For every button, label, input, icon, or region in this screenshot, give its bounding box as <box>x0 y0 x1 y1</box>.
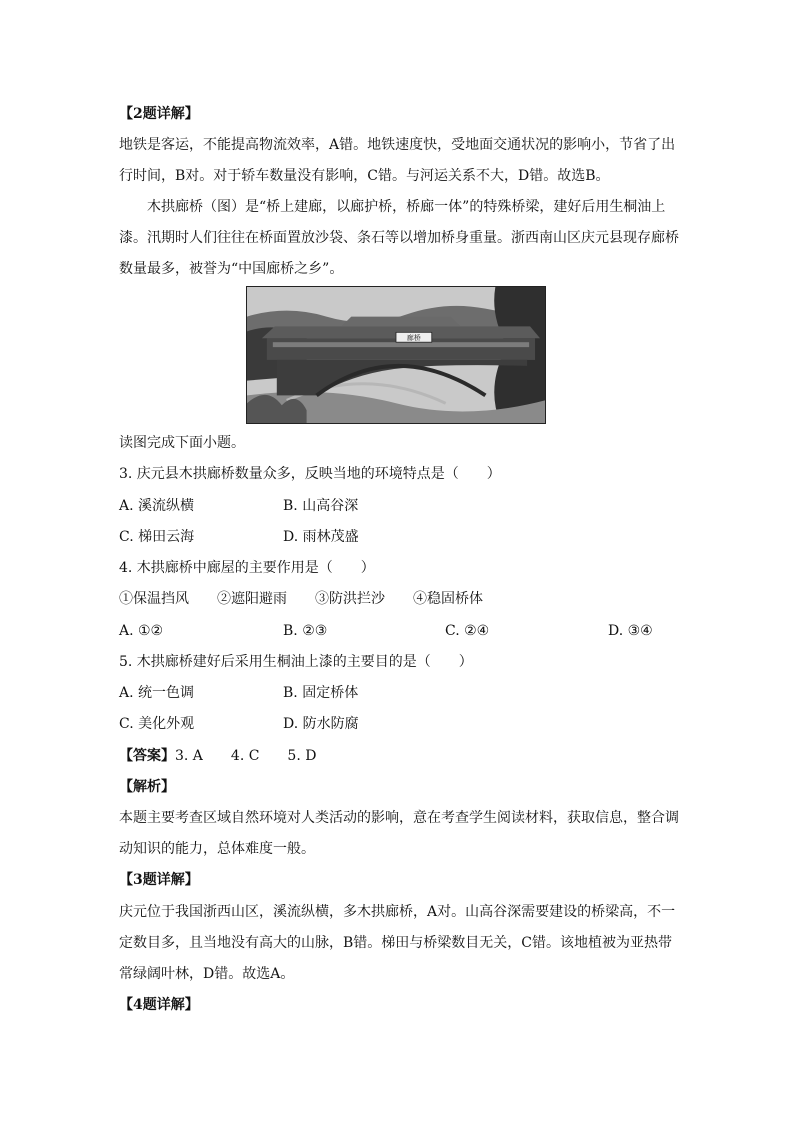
material-line-3: 数量最多，被誉为“中国廊桥之乡”。 <box>119 261 344 277</box>
q4-item-2: ②遮阳避雨 <box>217 591 287 607</box>
q3-option-a: A. 溪流纵横 <box>119 498 195 514</box>
analysis-header: 【解析】 <box>119 779 175 795</box>
read-prompt: 读图完成下面小题。 <box>119 435 245 451</box>
q5-option-b: B. 固定桥体 <box>283 685 359 701</box>
q4-detail-header: 【4题详解】 <box>119 997 199 1013</box>
analysis-line-1: 本题主要考查区域自然环境对人类活动的影响，意在考查学生阅读材料，获取信息，整合调 <box>119 810 679 826</box>
bridge-photo-illustration <box>247 287 545 423</box>
q2-detail-line-2: 行时间，B对。对于轿车数量没有影响，C错。与河运关系不大，D错。故选B。 <box>119 168 610 184</box>
q5-option-a: A. 统一色调 <box>119 685 195 701</box>
q3-detail-line-3: 常绿阔叶林，D错。故选A。 <box>119 966 295 982</box>
q2-detail-header: 【2题详解】 <box>119 106 199 122</box>
q4-option-a: A. ①② <box>119 623 164 639</box>
answer-label: 【答案】 <box>119 748 175 764</box>
material-line-2: 漆。汛期时人们往往在桥面置放沙袋、条石等以增加桥身重量。浙西南山区庆元县现存廊桥 <box>119 230 679 246</box>
q3-detail-line-2: 定数目多，且当地没有高大的山脉，B错。梯田与桥梁数目无关，C错。该地植被为亚热带 <box>119 935 672 951</box>
q4-item-4: ④稳固桥体 <box>413 591 483 607</box>
answer-line <box>119 746 316 766</box>
q4-item-1: ①保温挡风 <box>119 591 189 607</box>
q3-option-c: C. 梯田云海 <box>119 529 195 545</box>
answer-values: 3. A 4. C 5. D <box>175 748 317 764</box>
q5-option-d: D. 防水防腐 <box>283 716 359 732</box>
q4-option-b: B. ②③ <box>283 623 328 639</box>
q3-option-b: B. 山高谷深 <box>283 498 359 514</box>
analysis-line-2: 动知识的能力，总体难度一般。 <box>119 841 315 857</box>
q4-option-c: C. ②④ <box>445 623 490 639</box>
q3-detail-header: 【3题详解】 <box>119 872 199 888</box>
q5-stem: 5. 木拱廊桥建好后采用生桐油上漆的主要目的是（ ） <box>119 654 473 670</box>
q3-detail-line-1: 庆元位于我国浙西山区，溪流纵横，多木拱廊桥，A对。山高谷深需要建设的桥梁高，不一 <box>119 904 676 920</box>
q5-option-c: C. 美化外观 <box>119 716 195 732</box>
q3-stem: 3. 庆元县木拱廊桥数量众多，反映当地的环境特点是（ ） <box>119 466 501 482</box>
material-line-1: 木拱廊桥（图）是“桥上建廊，以廊护桥，桥廊一体”的特殊桥梁，建好后用生桐油上 <box>147 199 666 215</box>
q4-stem: 4. 木拱廊桥中廊屋的主要作用是（ ） <box>119 560 375 576</box>
bridge-sign-text: 廊桥 <box>406 334 421 343</box>
q3-option-d: D. 雨林茂盛 <box>283 529 359 545</box>
q2-detail-line-1: 地铁是客运，不能提高物流效率，A错。地铁速度快，受地面交通状况的影响小，节省了出 <box>119 137 676 153</box>
q4-option-d: D. ③④ <box>608 623 653 639</box>
covered-bridge-photo <box>246 286 546 424</box>
q4-item-3: ③防洪拦沙 <box>315 591 385 607</box>
